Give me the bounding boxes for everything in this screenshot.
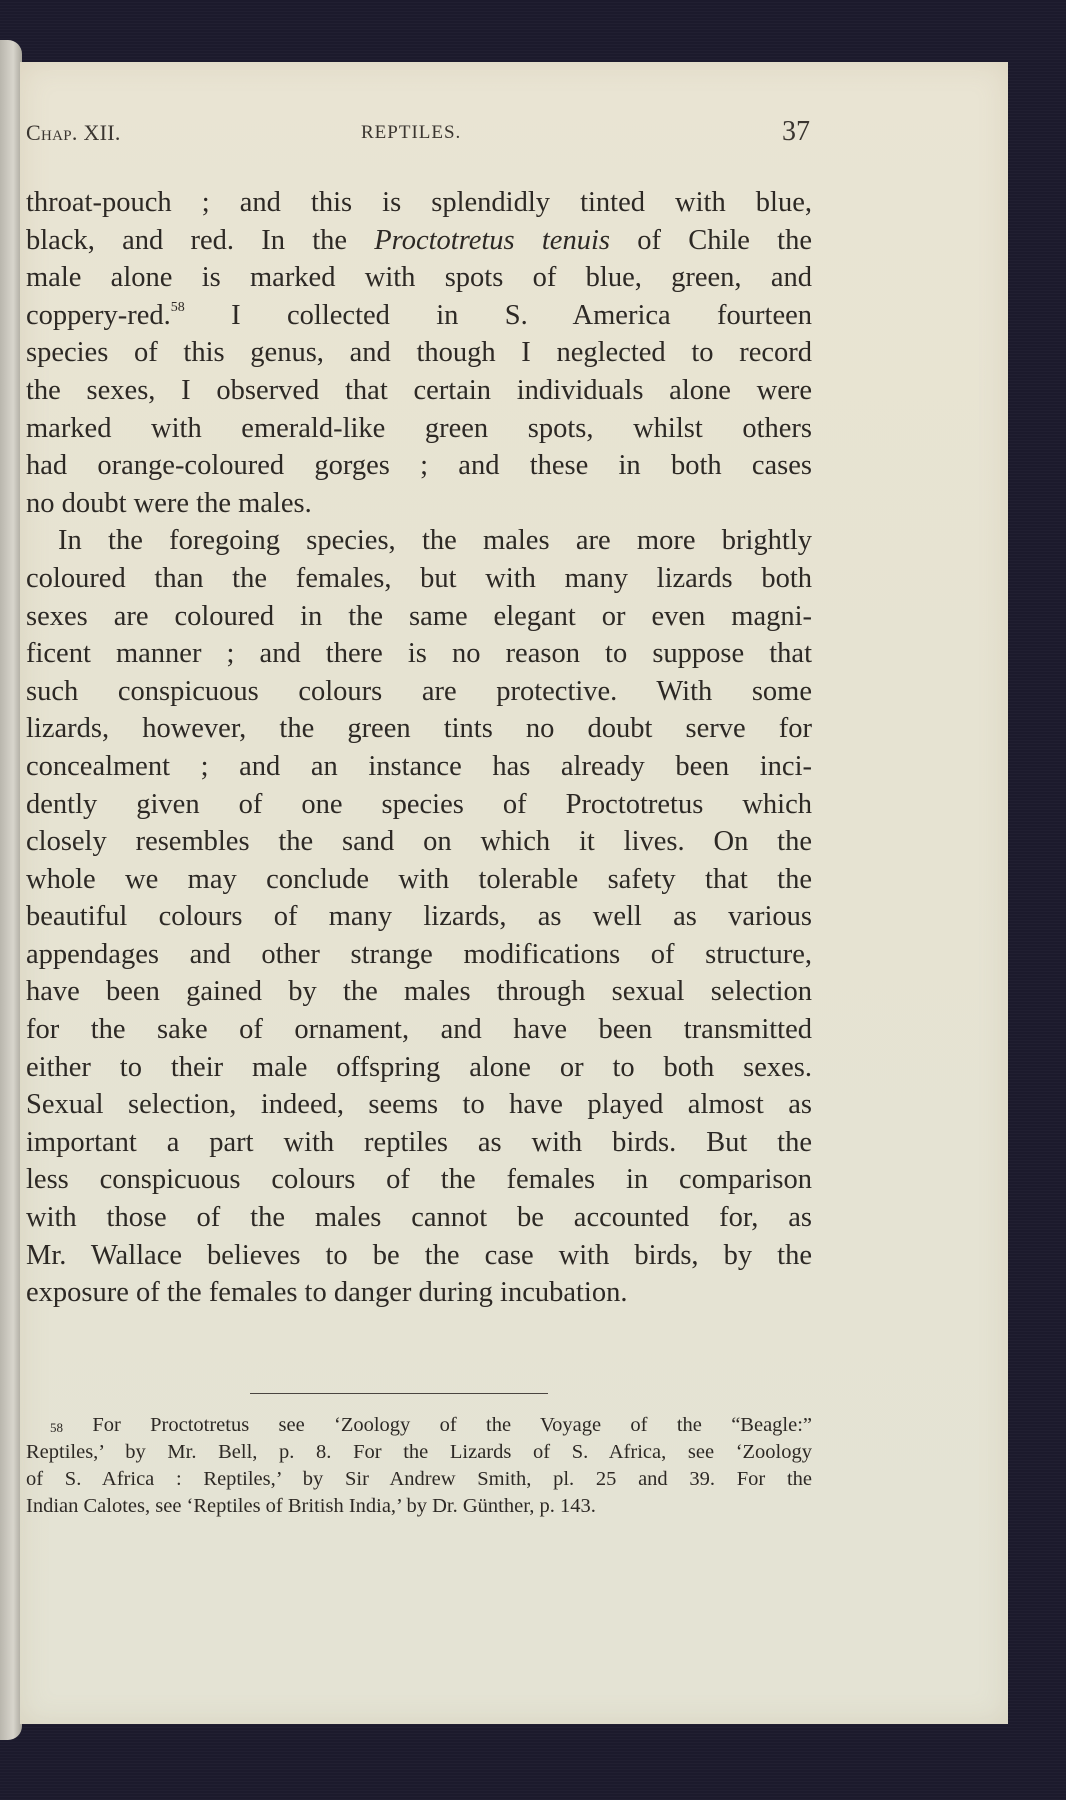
footnote-reference[interactable]: 58 — [170, 299, 185, 315]
chapter-label: Chap. XII. — [26, 120, 121, 145]
text-line: coloured than the females, but with many lizards both — [26, 562, 812, 594]
text-line: lizards, however, the green tints no doubt serve for — [26, 713, 812, 745]
paragraph-2 — [26, 522, 812, 1311]
text-run: For Proctotretus see ‘Zoology of the Voyage of the “Beagle:” — [92, 1414, 813, 1436]
text-line: throat-pouch ; and this is splendidly tinted with blue, — [26, 187, 812, 218]
text-line: In the foregoing species, the males are more brightly — [58, 525, 812, 557]
previous-page-edge — [0, 40, 22, 1740]
running-title: REPTILES. — [361, 122, 462, 143]
text-line: for the sake of ornament, and have been transmitted — [26, 1014, 812, 1046]
species-name: Proctotretus tenuis — [374, 224, 610, 256]
text-line: dently given of one species of Proctotretus which — [26, 788, 812, 820]
text-line: marked with emerald-like green spots, whilst others — [26, 412, 812, 444]
footnote-line: Indian Calotes, see ‘Reptiles of British India,’ by Dr. Günther, p. 143. — [26, 1495, 596, 1517]
footnote-line — [26, 1412, 812, 1439]
text-line: no doubt were the males. — [26, 487, 312, 519]
text-line: species of this genus, and though I neglected to record — [26, 337, 812, 369]
footnote-line: Reptiles,’ by Mr. Bell, p. 8. For the Lizards of S. Africa, see ‘Zoology — [26, 1441, 812, 1463]
text-line: male alone is marked with spots of blue, green, and — [26, 262, 812, 294]
footnote-divider — [250, 1393, 548, 1394]
text-line: ficent manner ; and there is no reason to suppose that — [26, 638, 812, 670]
running-head — [26, 118, 810, 148]
text-line: sexes are coloured in the same elegant or even magni- — [26, 600, 812, 632]
text-line: have been gained by the males through sexual selection — [26, 976, 812, 1008]
footnote — [26, 1412, 812, 1520]
paragraph-1 — [26, 184, 812, 522]
page-number: 37 — [782, 116, 810, 147]
text-line: either to their male offspring alone or to both sexes. — [26, 1051, 812, 1083]
text-line: concealment ; and an instance has already been inci- — [26, 750, 812, 782]
text-line — [26, 222, 812, 260]
text-line: exposure of the females to danger during incubation. — [26, 1277, 628, 1309]
text-line: with those of the males cannot be accounted for, as — [26, 1202, 812, 1234]
text-line: beautiful colours of many lizards, as well as various — [26, 901, 812, 933]
text-run: black, and red. In the — [26, 224, 375, 256]
text-run: coppery-red. — [26, 299, 171, 331]
text-line: appendages and other strange modifications of structure, — [26, 938, 812, 970]
text-line: the sexes, I observed that certain individuals alone were — [26, 374, 812, 406]
text-line: Sexual selection, indeed, seems to have played almost as — [26, 1089, 812, 1121]
text-line — [26, 297, 812, 335]
text-line: whole we may conclude with tolerable safety that the — [26, 863, 812, 895]
text-run: I collected in S. America fourteen — [184, 299, 812, 331]
body-text — [26, 184, 812, 1312]
text-line: less conspicuous colours of the females in comparison — [26, 1164, 812, 1196]
text-line: had orange-coloured gorges ; and these in both cases — [26, 450, 812, 482]
text-line: such conspicuous colours are protective. With some — [26, 675, 812, 707]
footnote-marker: 58 — [50, 1420, 63, 1435]
text-line: closely resembles the sand on which it lives. On the — [26, 826, 812, 858]
text-line: Mr. Wallace believes to be the case with birds, by the — [26, 1239, 812, 1271]
text-line: important a part with reptiles as with birds. But the — [26, 1126, 812, 1158]
footnote-line: of S. Africa : Reptiles,’ by Sir Andrew Smith, pl. 25 and 39. For the — [26, 1468, 812, 1490]
text-run: of Chile the — [609, 224, 812, 256]
